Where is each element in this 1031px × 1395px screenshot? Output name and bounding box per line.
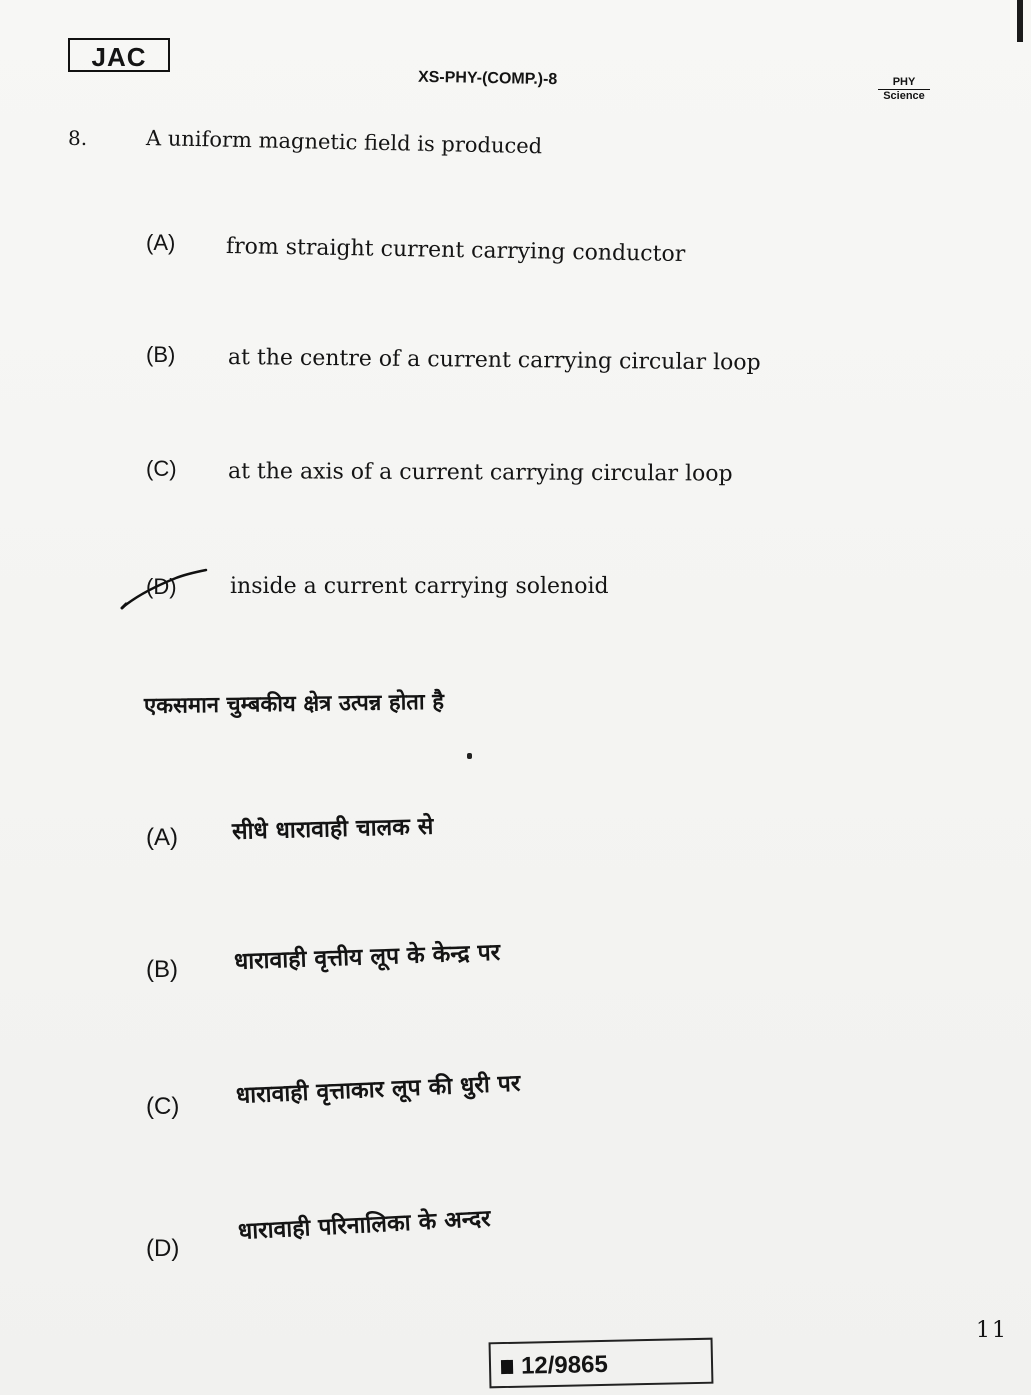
ink-dot (467, 753, 472, 759)
serial-number: 12/9865 (520, 1350, 609, 1380)
option-a-text-hindi: सीधे धारावाही चालक से (231, 813, 434, 845)
question-stem-hindi: एकसमान चुम्बकीय क्षेत्र उत्पन्न होता है (143, 689, 445, 719)
page-number: 11 (976, 1318, 1008, 1343)
page-edge-mark (1017, 0, 1023, 42)
option-a-label-english: (A) (146, 230, 176, 255)
option-b-label-hindi: (B) (146, 956, 178, 983)
subject-name: Science (883, 90, 925, 102)
option-c-text-english: at the axis of a current carrying circular loop (227, 459, 733, 487)
square-bullet-icon (501, 1360, 513, 1374)
option-b-label-english: (B) (146, 342, 176, 367)
question-number: 8. (68, 126, 88, 150)
paper-code: XS-PHY-(COMP.)-8 (417, 68, 558, 89)
option-b-text-hindi: धारावाही वृत्तीय लूप के केन्द्र पर (233, 939, 501, 975)
option-d-text-hindi: धारावाही परिनालिका के अन्दर (237, 1205, 492, 1245)
option-d-label-hindi: (D) (146, 1235, 180, 1262)
answer-tick-mark (116, 564, 212, 616)
subject-code: PHY (878, 76, 930, 90)
option-c-label-hindi: (C) (146, 1093, 180, 1120)
option-a-text-english: from straight current carrying conductor (225, 234, 686, 268)
option-b-text-english: at the centre of a current carrying circular loop (227, 345, 761, 376)
serial-box (489, 1338, 714, 1389)
question-stem-english: A uniform magnetic field is produced (145, 126, 543, 159)
subject-label (866, 76, 942, 103)
option-c-text-hindi: धारावाही वृत्ताकार लूप की धुरी पर (235, 1070, 521, 1109)
board-label: JAC (68, 38, 170, 72)
option-d-label-english: (D) (146, 574, 177, 599)
option-d-text-english: inside a current carrying solenoid (230, 574, 609, 599)
option-a-label-hindi: (A) (146, 824, 178, 851)
option-c-label-english: (C) (146, 456, 177, 481)
